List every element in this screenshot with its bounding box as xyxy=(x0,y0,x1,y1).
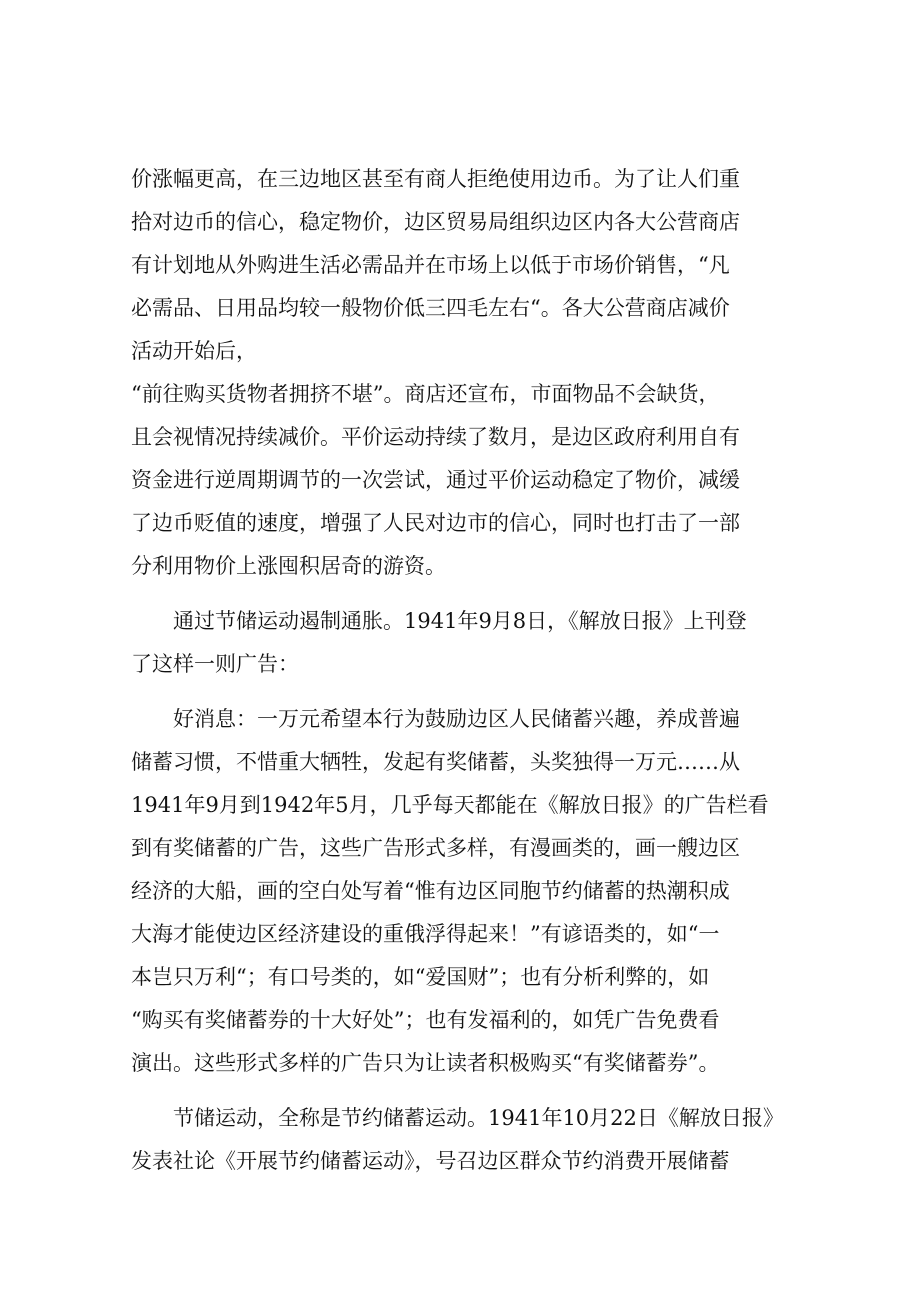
paragraph-advertisement xyxy=(131,698,795,1085)
text-line: 演出。这些形式多样的广告只为让读者积极购买“有奖储蓄券”。 xyxy=(131,1051,720,1075)
text-line: 通过节储运动遏制通胀。1941年9月8日，《解放日报》上刊登 xyxy=(173,609,747,633)
paragraph-price-movement-result xyxy=(131,373,795,588)
text-line: 节储运动，全称是节约储蓄运动。1941年10月22日《解放日报》 xyxy=(173,1106,784,1130)
text-line: 大海才能使边区经济建设的重俄浮得起来！”有谚语类的，如“一 xyxy=(131,922,720,946)
text-line: 价涨幅更高，在三边地区甚至有商人拒绝使用边币。为了让人们重 xyxy=(131,167,740,191)
text-line: 分利用物价上涨囤积居奇的游资。 xyxy=(131,554,446,578)
text-line: 资金进行逆周期调节的一次尝试，通过平价运动稳定了物价，减缓 xyxy=(131,468,740,492)
paragraph-savings-intro xyxy=(131,600,795,686)
text-line: 拾对边币的信心，稳定物价，边区贸易局组织边区内各大公营商店 xyxy=(131,210,740,234)
text-line: 必需品、日用品均较一般物价低三四毛左右“。各大公营商店减价 xyxy=(131,296,730,320)
text-line: 活动开始后， xyxy=(131,339,257,363)
text-line: 储蓄习惯，不惜重大牺牲，发起有奖储蓄，头奖独得一万元……从 xyxy=(131,750,740,774)
paragraph-savings-movement xyxy=(131,1097,795,1183)
text-line: “购买有奖储蓄券的十大好处”；也有发福利的，如凭广告免费看 xyxy=(131,1008,720,1032)
text-line: 且会视情况持续减价。平价运动持续了数月，是边区政府利用自有 xyxy=(131,425,740,449)
text-line: 到有奖储蓄的广告，这些广告形式多样，有漫画类的，画一艘边区 xyxy=(131,836,740,860)
text-line: 1941年9月到1942年5月，几乎每天都能在《解放日报》的广告栏看 xyxy=(131,793,769,817)
text-line: 本岂只万利“；有口号类的，如“爱国财”；也有分析利弊的，如 xyxy=(131,965,710,989)
text-line: “前往购买货物者拥挤不堪”。商店还宣布，市面物品不会缺货， xyxy=(131,382,720,406)
text-line: 有计划地从外购进生活必需品并在市场上以低于市场价销售，“凡 xyxy=(131,253,730,277)
paragraph-price-stabilization xyxy=(131,158,795,373)
text-line: 经济的大船，画的空白处写着“惟有边区同胞节约储蓄的热潮积成 xyxy=(131,879,730,903)
document-body xyxy=(131,158,795,1183)
text-line: 好消息：一万元希望本行为鼓励边区人民储蓄兴趣，养成普遍 xyxy=(173,707,740,731)
text-line: 了这样一则广告： xyxy=(131,652,299,676)
text-line: 了边币贬值的速度，增强了人民对边市的信心，同时也打击了一部 xyxy=(131,511,740,535)
text-line: 发表社论《开展节约储蓄运动》，号召边区群众节约消费开展储蓄 xyxy=(131,1149,730,1173)
